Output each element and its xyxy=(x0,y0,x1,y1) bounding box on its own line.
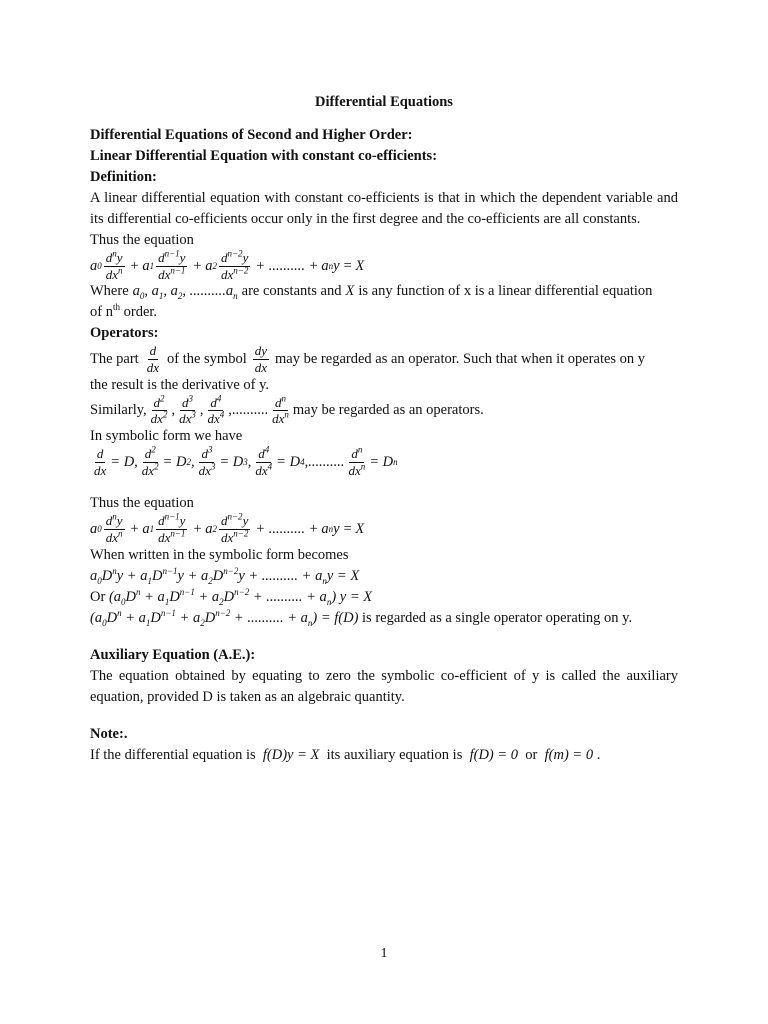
operator-definitions: $\frac{d}{dx}$ = D, $\frac{d^2}{dx^2}$ = D 2 , $\frac{d^3}{dx^3}$ = D 3 , $\frac{d^4}{dx^4}$ = D 4 ,.......... $\frac{d^n}{dx^n}$ = D n xyxy=(94,444,398,478)
thus-the-equation-2: Thus the equation xyxy=(90,495,194,512)
document-page xyxy=(90,92,678,766)
heading-higher-order: Differential Equations of Second and Higher Order: xyxy=(90,127,413,144)
coefficient-list: $a_0$, $a_1$, $a_2$, $..........a_n$ xyxy=(132,283,238,302)
operator-part-line: The part $\frac{d}{dx}$ of the symbol $\frac{dy}{dx}$ may be regarded as an operator. Such that when it operates on y xyxy=(90,343,646,376)
heading-note: Note:. xyxy=(90,725,128,742)
auxiliary-paragraph: The equation obtained by equating to zero the symbolic co-efficient of y is called the auxiliary equation, provided D is taken as an algebraic quantity. xyxy=(90,667,678,705)
definition-paragraph: A linear differential equation with constant co-efficients is that in which the dependent variable and its differential co-efficients occur only in the first degree and the co-efficients are all constants. xyxy=(90,190,678,228)
heading-definition: Definition: xyxy=(90,169,157,186)
where-line: Where $a_0$, $a_1$, $a_2$, $..........a_n$ are constants and X is any function of x is a linear differential equation xyxy=(90,283,653,302)
equation-general-form: a 0 $\frac{d^ny}{dx^n}$ + a 1 $\frac{d^{n-1}y}{dx^{n-1}}$ + a 2 $\frac{d^{n-2}y}{dx^{n-2}}$ + .......... + a n y = X xyxy=(90,248,365,282)
heading-operators: Operators: xyxy=(90,325,159,342)
heading-auxiliary: Auxiliary Equation (A.E.): xyxy=(90,646,256,663)
equation-general-form-2: a 0 $\frac{d^ny}{dx^n}$ + a 1 $\frac{d^{n-1}y}{dx^{n-1}}$ + a 2 $\frac{d^{n-2}y}{dx^{n-2}}$ + .......... + a n y = X xyxy=(90,512,365,545)
or-equation: Or ($a_0D^n + a_1D^{n-1} + a_2D^{n-2}$ + .......... + $a_n$) y = X xyxy=(90,586,373,607)
heading-linear-de: Linear Differential Equation with constant co-efficients: xyxy=(90,148,438,165)
thus-the-equation: Thus the equation xyxy=(90,232,194,249)
when-written-line: When written in the symbolic form becomes xyxy=(90,546,349,563)
symbolic-form-line: In symbolic form we have xyxy=(90,428,243,445)
page-title: Differential Equations xyxy=(315,94,453,110)
order-line: of $n^{th}$ order. xyxy=(90,302,158,321)
operator-fd-line: ($a_0D^n + a_1D^{n-1} + a_2D^{n-2}$ + .......... + $a_n) = f(D)$ is regarded as a single operator operating on y. xyxy=(90,607,633,628)
note-line: If the differential equation is f(D)y = X its auxiliary equation is f(D) = 0 or f(m) = 0 . xyxy=(90,746,601,763)
symbolic-equation: $a_0D^ny + a_1D^{n-1}y + a_2D^{n-2}y$ + .......... + $a_ny = X$ xyxy=(90,565,360,586)
page-number: 1 xyxy=(380,946,388,961)
similarly-line: Similarly, $\frac{d^2}{dx^2}$ , $\frac{d^3}{dx^3}$ , $\frac{d^4}{dx^4}$ ,.......... $\frac{d^n}{dx^n}$ may be regarded as an operators. xyxy=(90,393,484,427)
result-line: the result is the derivative of y. xyxy=(90,376,270,393)
